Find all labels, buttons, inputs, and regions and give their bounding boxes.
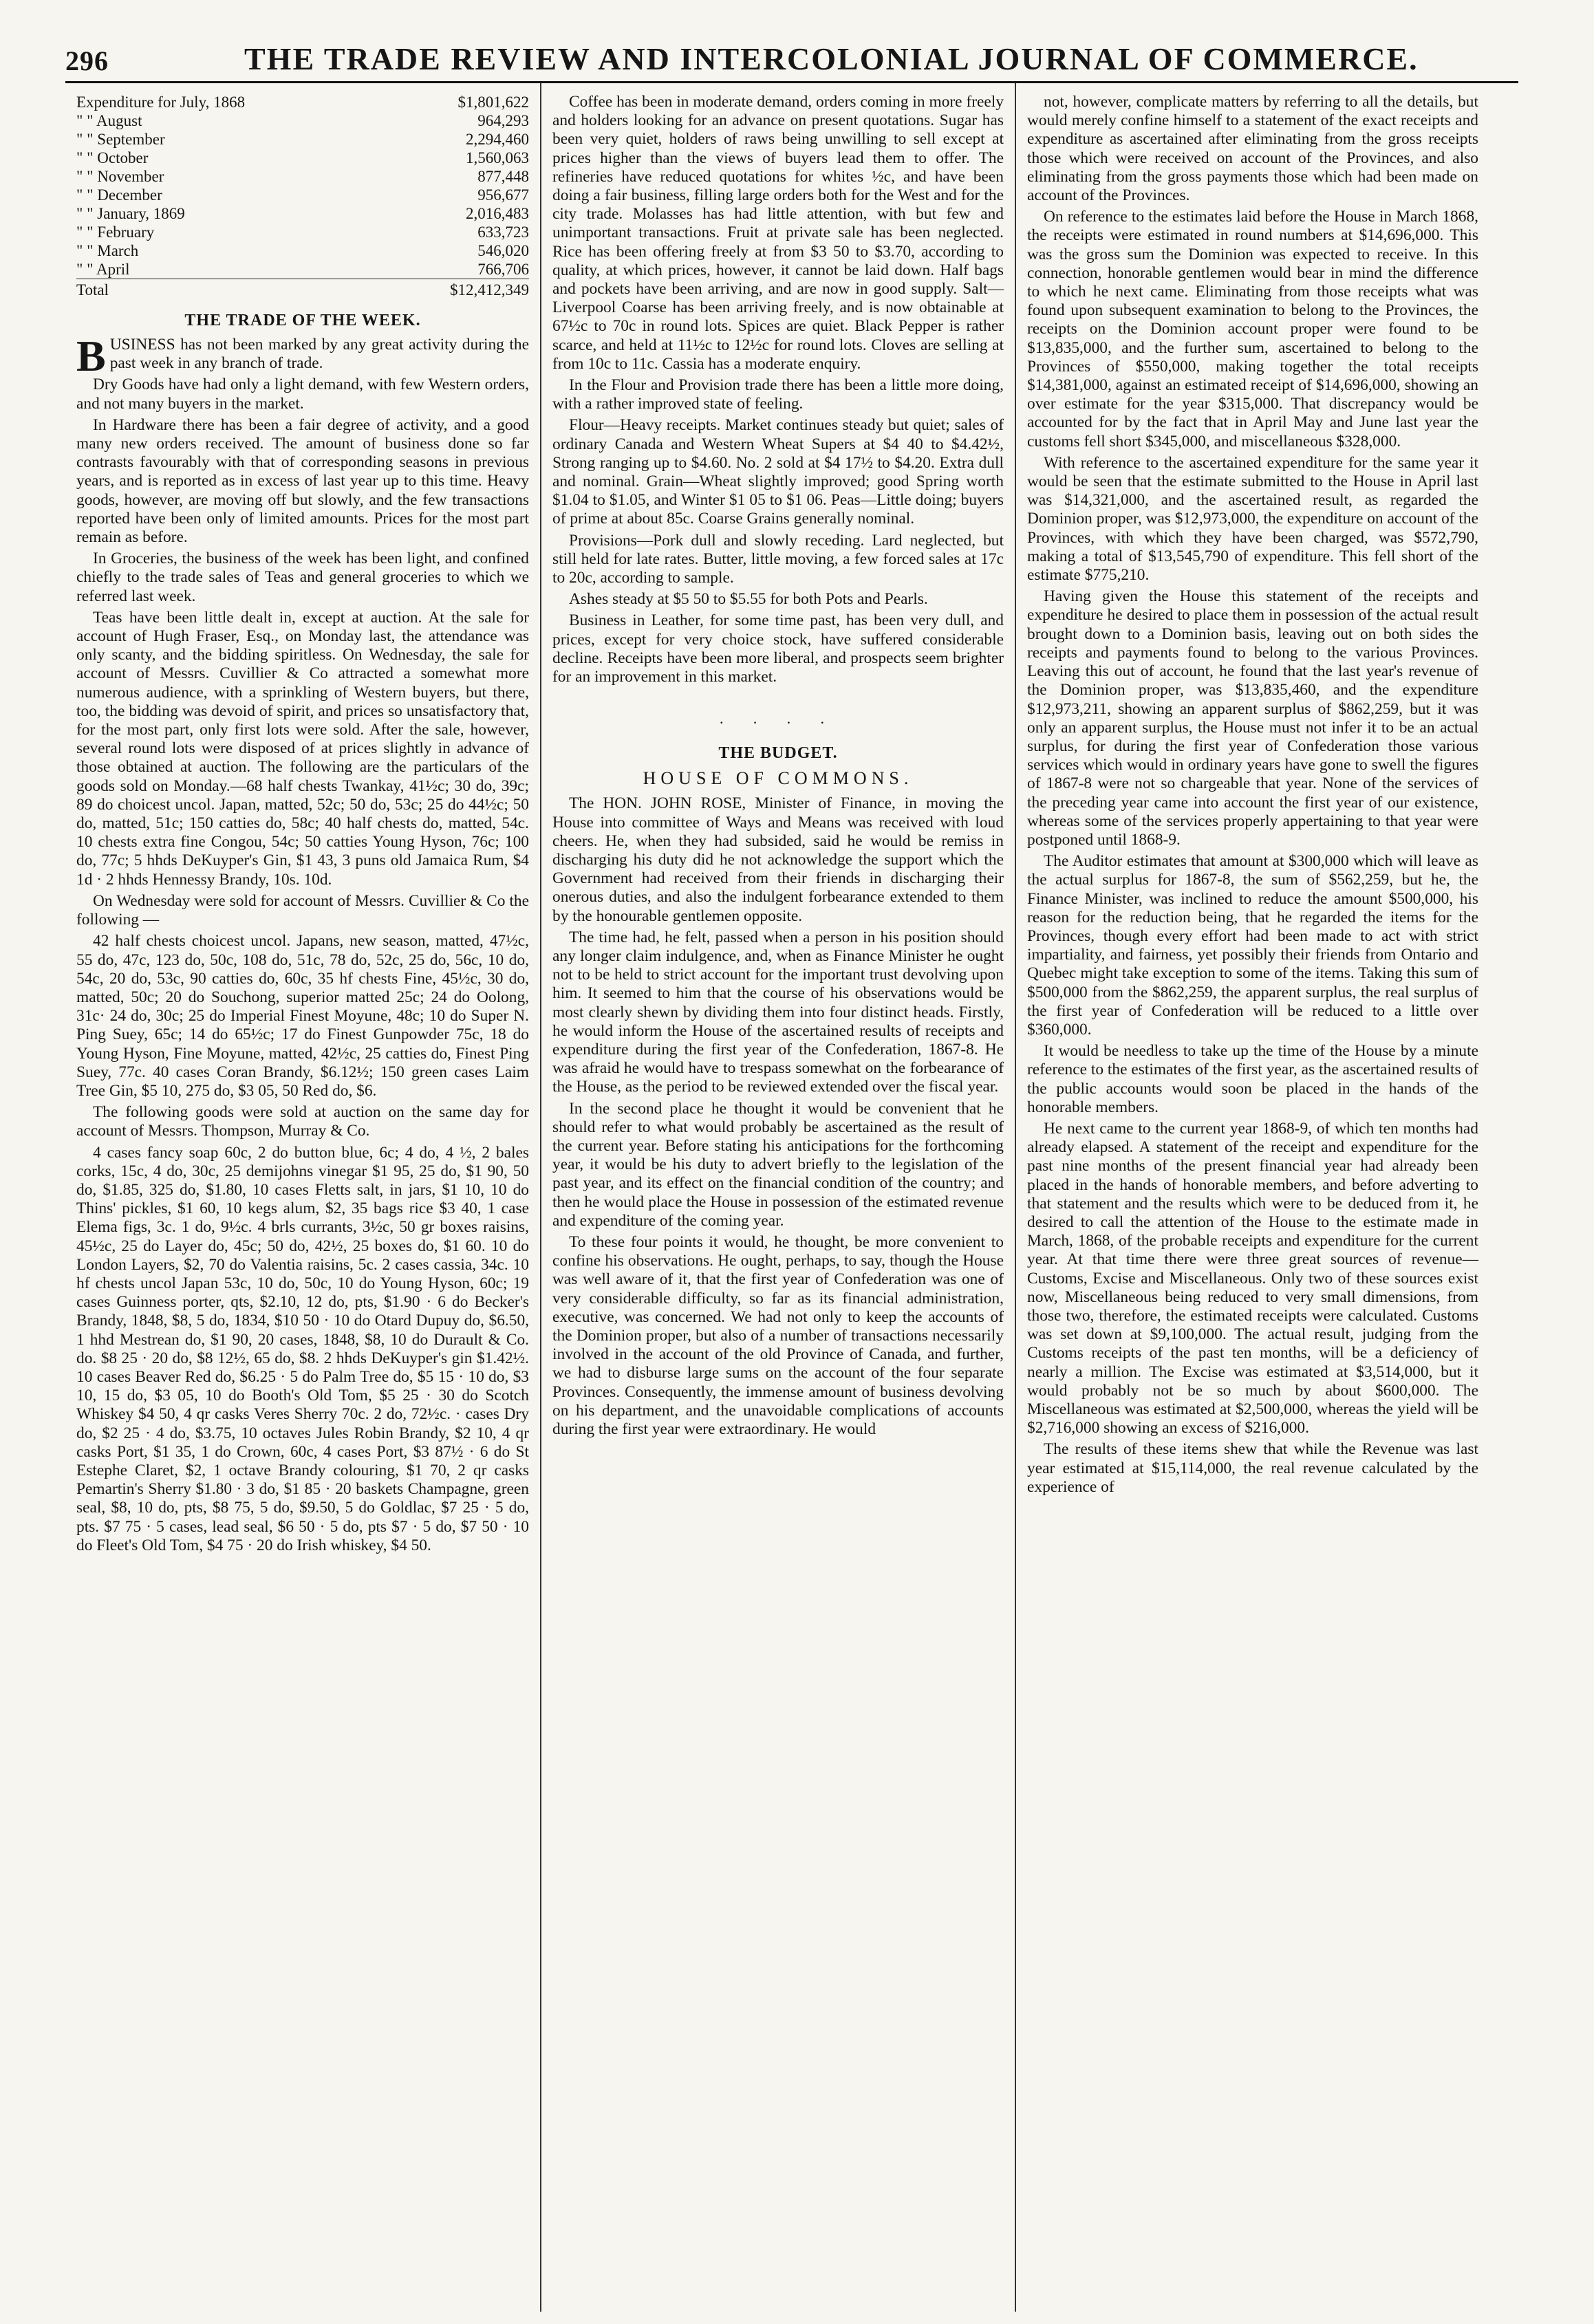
expenditure-row (76, 167, 529, 186)
expenditure-row (76, 204, 529, 223)
article-paragraph: In the Flour and Provision trade there has been a little more doing, with a rather improved state of feeling. (552, 376, 1004, 413)
expenditure-row (76, 260, 529, 279)
expenditure-amount: 2,016,483 (466, 205, 529, 222)
expenditure-row (76, 130, 529, 149)
expenditure-label: " " September (76, 131, 165, 148)
article-paragraph: To these four points it would, he thought, be more convenient to confine his observations. He ought, perhaps, to say, though the House was well aware of it, that the first year of Confederation was one of very considerable difficulty, so far as its financial administration, executive, was concerned. We had not only to keep the accounts of the Dominion proper, but also of a number of transactions necessarily involved in the account of the old Province of Canada, and further, we had to disburse large sums on the account of the four separate Provinces. Consequently, the immense amount of business devolving on his department, and the unavoidable complications of accounts during the first year were extraordinary. He would (552, 1232, 1004, 1438)
expenditure-label: " " January, 1869 (76, 205, 185, 222)
column-three (1015, 83, 1489, 2312)
article-paragraph: He next came to the current year 1868-9, of which ten months had already elapsed. A statement of the receipt and expenditure for the past nine months of the present financial year had already been placed in the hands of honorable members, and before adverting to that statement and the results which were to be deduced from it, he desired to call the attention of the House to the estimate made in March, 1868, of the probable receipts and expenditure for the current year. At that time there were three great sources of revenue—Customs, Excise and Miscellaneous. Only two of these sources exist now, Miscellaneous being reduced to very small dimensions, from those two, therefore, the estimated receipts were calculated. Customs was set down at $9,100,000. The actual result, judging from the Customs receipts of the past ten months, will be a deficiency of nearly a million. The Excise was estimated at $3,514,000, but it would probably not be so much by about $600,000. The Miscellaneous was estimated at $2,500,000, whereas the yield will be $2,716,000 showing an excess of $216,000. (1027, 1119, 1478, 1437)
masthead (65, 0, 1518, 80)
article-paragraph: The following goods were sold at auction on the same day for account of Messrs. Thompson, Murray & Co. (76, 1103, 529, 1140)
expenditure-amount: 2,294,460 (466, 131, 529, 148)
budget-heading: THE BUDGET. (718, 744, 838, 763)
article-paragraph: In the second place he thought it would be convenient that he should refer to what would probably be ascertained as the result of the current year. Before stating his anticipations for the forthcoming year, it would be his duty to advert briefly to the legislation of the past year, and its effect on the financial condition of the country; and then he would place the House in possession of the estimated revenue and expenditure of the coming year. (552, 1099, 1004, 1230)
expenditure-label: " " February (76, 224, 155, 241)
article-paragraph: It would be needless to take up the time of the House by a minute reference to the estimates of the first year, as the ascertained results of the public accounts would soon be placed in the hands of the honorable members. (1027, 1042, 1478, 1116)
page-number: 296 (65, 45, 109, 76)
expenditure-row (76, 223, 529, 241)
expenditure-row (76, 93, 529, 111)
expenditure-label: Expenditure for July, 1868 (76, 94, 246, 111)
expenditure-amount: $1,801,622 (457, 94, 529, 111)
expenditure-label: " " December (76, 186, 162, 204)
trade-heading: THE TRADE OF THE WEEK. (184, 312, 421, 329)
article-paragraph: Dry Goods have had only a light demand, with few Western orders, and not many buyers in the market. (76, 376, 529, 413)
expenditure-label: " " October (76, 149, 149, 166)
article-paragraph: not, however, complicate matters by referring to all the details, but would merely confine himself to a statement of the exact receipts and expenditure as ascertained after eliminating from the gross receipts those which were received on account of the Provinces, and also eliminating from the gross payments those which had been made on account of the Provinces. (1027, 93, 1478, 205)
article-paragraph: On Wednesday were sold for account of Messrs. Cuvillier & Co the following — (76, 891, 529, 929)
trade-paragraphs (76, 376, 529, 1555)
article-paragraph: Teas have been little dealt in, except at auction. At the sale for account of Hugh Fraser, Esq., on Monday last, the attendance was only scanty, and the bidding spiritless. On Wednesday, the sale for account of Messrs. Cuvillier & Co attracted a somewhat more numerous audience, with a sprinkling of Western buyers, but there, too, the bidding was devoid of spirit, and prices so unsatisfactory that, for the most part, only first lots were sold. After the sale, however, several round lots were disposed of at prices slightly in advance of those obtained at auction. The following are the particulars of the goods sold on Monday.—68 half chests Twankay, 41½c; 30 do, 39c; 89 do choicest uncol. Japan, matted, 52c; 50 do, 53c; 25 do 44½c; 50 do, matted, 51c; 150 catties do, 58c; 40 half chests do, matted, 54c. 10 chests extra fine Congou, 54c; 50 catties Young Hyson, 76c; 100 do, 77c; 5 hhds DeKuyper's Gin, $1 43, 3 puns old Jamaica Rum, $4 1d · 2 hhds Hennessy Brandy, 10s. 10d. (76, 608, 529, 889)
journal-title: THE TRADE REVIEW AND INTERCOLONIAL JOURNAL OF COMMERCE. (244, 41, 1419, 76)
article-paragraph: The Auditor estimates that amount at $300,000 which will leave as the actual surplus for 1867-8, the sum of $562,259, but he, the Finance Minister, was inclined to reduce the amount $500,000, his reason for the reduction being, that he regarded the items for the Provinces, though every effort had been made to act with strict impartiality, and fairness, yet possibly their friends from Ontario and Quebec might take exception to some of the items. Taking this sum of $500,000 from the $862,259, the apparent surplus, the real surplus of the first year of Confederation will be reduced to a little over $360,000. (1027, 852, 1478, 1039)
expenditure-amount: 766,706 (477, 261, 529, 278)
expenditure-amount: 1,560,063 (466, 149, 529, 166)
article-paragraph: Coffee has been in moderate demand, orders coming in more freely and holders looking for an advance on present quotations. Sugar has been very quiet, holders of raws being unwilling to sell except at prices higher than the views of buyers lead them to offer. The refineries have reduced quotations for whites ½c, and have been doing a fair business, filling large orders both for the West and for the city trade. Molasses has had little attention, with but few and unimportant transactions. Fruit at private sale has been neglected. Rice has been offering freely at from $3 50 to $3.70, according to quality, at which prices, however, it cannot be laid down. Half bags and pockets have been arriving, and are now in good supply. Salt—Liverpool Coarse has been arriving freely, and is now obtainable at 67½c to 70c in round lots. Spices are quiet. Black Pepper is rather scarce, and held at 11½c to 12½c for round lots. Cloves are selling at from 10c to 11c. Cassia has a moderate enquiry. (552, 93, 1004, 373)
expenditure-row (76, 111, 529, 130)
expenditure-label: " " August (76, 112, 142, 129)
expenditure-label: " " April (76, 261, 130, 278)
expenditure-amount: 633,723 (477, 224, 529, 241)
column-one (65, 83, 540, 2312)
expenditure-row (76, 186, 529, 204)
article-paragraph: Having given the House this statement of the receipts and expenditure he desired to place them in possession of the actual result brought down to a Dominion basis, leaving out on both sides the receipts and payments found to belong to the various Provinces. Leaving this out of account, he found that the last year's revenue of the Dominion proper, was $13,835,460, and the expenditure $12,973,211, showing an apparent surplus of $862,259, but it was only an apparent surplus, the House must not infer it to be an actual surplus, for during the first year of Confederation those various services which would in ordinary years have gone to swell the figures of 1867-8 were not so chargeable that year. None of the services of the preceding year came into account the first year of our existence, whereas some of the services properly appertaining to that year were postponed until 1868-9. (1027, 587, 1478, 849)
article-paragraph: Provisions—Pork dull and slowly receding. Lard neglected, but still held for late rates. Butter, little moving, a few forced sales at 17c to 20c, according to sample. (552, 531, 1004, 587)
budget-subheading: HOUSE OF COMMONS. (643, 768, 914, 789)
article-paragraph: The results of these items shew that while the Revenue was last year estimated at $15,114,000, the real revenue calculated by the experience of (1027, 1440, 1478, 1496)
article-paragraph: 42 half chests choicest uncol. Japans, new season, matted, 47½c, 55 do, 47c, 123 do, 50c, 108 do, 51c, 78 do, 52c, 25 do, 56c, 10 do, 54c, 20 do, 53c, 90 catties do, 60c, 35 hf chests Fine, 45½c, 30 do, matted, 50c; 20 do Souchong, superior matted 25c; 24 do Oolong, 31c· 24 do, 30c; 25 do Imperial Finest Moyune, 48c; 10 do Super N. Ping Suey, 65c; 14 do 65½c; 17 do Finest Gunpowder 75c, 18 do Young Hyson, Fine Moyune, matted, 42½c, 25 catties do, Finest Ping Suey, 77c. 40 cases Coran Brandy, $6.12½; 150 green cases Laim Tree Gin, $5 10, 275 do, $3 05, 50 Red do, $6. (76, 932, 529, 1100)
dropcap: B (76, 332, 106, 380)
columns (65, 83, 1518, 2312)
expenditure-row (76, 149, 529, 167)
article-paragraph: Business in Leather, for some time past, has been very dull, and prices, except for very choice stock, have suffered considerable decline. Receipts have been more liberal, and prospects seem brighter for an improvement in this market. (552, 611, 1004, 686)
article-paragraph: With reference to the ascertained expenditure for the same year it would be seen that the estimate submitted to the House in April last was $14,321,000, and the ascertained result, as regarded the Dominion proper, was $12,973,000, the expenditure on account of the Provinces, with which they have been charged, was $572,790, making a total of $13,545,790 of expenditure. This fell short of the estimate $775,210. (1027, 453, 1478, 585)
article-paragraph: Flour—Heavy receipts. Market continues steady but quiet; sales of ordinary Canada and Western Wheat Supers at $4 40 to $4.42½, Strong ranging up to $4.60. No. 2 sold at $4 17½ to $4.20. Extra dull and nominal. Grain—Wheat slightly improved; good Spring worth $1.04 to $1.05, and Winter $1 05 to $1 06. Peas—Little doing; buyers of prime at about 85c. Coarse Grains generally nominal. (552, 416, 1004, 528)
expenditure-table (76, 93, 529, 299)
article-paragraph: The HON. JOHN ROSE, Minister of Finance, in moving the House into committee of Ways and Means was received with loud cheers. He, when they had subsided, said he would be remiss in discharging his duty did he not acknowledge the support which the Government had received from their friends in discharging their onerous duties, and also the indulgent forbearance extended to them by the honourable gentlemen opposite. (552, 794, 1004, 925)
article-paragraph: Ashes steady at $5 50 to $5.55 for both Pots and Pearls. (569, 590, 928, 609)
expenditure-label: " " March (76, 242, 139, 259)
budget-paragraphs (552, 794, 1004, 1439)
market-paragraphs (552, 93, 1004, 686)
article-paragraph: The time had, he felt, passed when a person in his position should any longer claim indulgence, and, when as Finance Minister he ought not to be held to strict account for the important trust devolving upon him. It seemed to him that the course of his observations would be most clearly shewn by dividing them into four distinct heads. Firstly, he would inform the House of the ascertained results of receipts and expenditure during the first year of the Confederation, 1867-8. He was afraid he would have to trespass somewhat on the forbearance of the House, as the period to be reviewed extended over the fiscal year. (552, 928, 1004, 1096)
expenditure-row (76, 241, 529, 260)
expenditure-amount: 877,448 (477, 168, 529, 185)
expenditure-total-row (76, 279, 529, 300)
column-two (540, 83, 1015, 2312)
expenditure-label: " " November (76, 168, 164, 185)
expenditure-amount: 956,677 (477, 186, 529, 204)
article-paragraph: In Groceries, the business of the week has been light, and confined chiefly to the trade sales of Teas and general groceries to which we referred last week. (76, 550, 529, 605)
trade-lead-text: USINESS has not been marked by any great activity during the past week in any branch of trade. (109, 336, 529, 373)
expenditure-amount: 964,293 (477, 112, 529, 129)
article-paragraph: 4 cases fancy soap 60c, 2 do button blue, 6c; 4 do, 4 ½, 2 bales corks, 15c, 4 do, 30c, 25 demijohns vinegar $1 95, 25 do, $1 90, 50 do, $1.85, 325 do, $1.80, 10 cases Fletts salt, in jars, $1 10, 10 do Thins' pickles, $1 60, 10 kegs alum, $2, 35 bags rice $3 40, 1 case Elema figs, 3c. 1 do, 9½c. 4 brls currants, 3½c, 50 gr boxes raisins, 45½c, 25 do Layer do, 45c; 50 do, 42½, 25 boxes do, $1 60. 10 do London Layers, $2, 70 do Valentia raisins, 5c. 2 cases cassia, 34c. 10 hf chests uncol Japan 53c, 10 do, 50c, 10 do Young Hyson, 60c; 19 cases Guinness porter, qts, $2.10, 12 do, pts, $1.90 · 6 do Becker's Brandy, 1848, $8, 5 do, 1834, $10 50 · 10 do Otard Dupuy do, $6.50, 1 hhd Mestrean do, $1 90, 20 cases, 1848, $8, 10 do Durault & Co. do. $8 25 · 20 do, $8 12½, 65 do, $8. 2 hhds DeKuyper's gin $1.42½. 10 cases Beaver Red do, $6.25 · 5 do Palm Tree do, $5 15 · 10 do, $3 10, 15 do, $3 05, 10 do Booth's Old Tom, $5 25 · 30 do Scotch Whiskey $4 50, 4 qr casks Veres Sherry 70c. 2 do, 72½c. · cases Dry do, $2 25 · 4 do, $3.75, 10 octaves Jules Robin Brandy, $2 10, 4 qr casks Port, $1 35, 1 do Crown, 60c, 4 cases Port, $3 87½ · 6 do St Estephe Claret, $2, 1 octave Brandy colouring, $1 70, 2 qr casks Pemartin's Sherry $1.80 · 3 do, $1 85 · 20 baskets Champagne, green seal, $8, 10 do, pts, $8 75, 5 do, $9.50, 5 do Goldlac, $7 25 · 5 do, pts. $7 75 · 5 cases, lead seal, $6 50 · 5 do, pts $7 · 5 do, $7 50 · 10 do Fleet's Old Tom, $4 75 · 20 do Irish whiskey, $4 50. (76, 1143, 529, 1554)
expenditure-total-amount: $12,412,349 (385, 279, 529, 300)
section-separator: · · · · (719, 714, 837, 732)
article-paragraph: On reference to the estimates laid before the House in March 1868, the receipts were estimated in round numbers at $14,696,000. This was the gross sum the Dominion was expected to receive. In this connection, honorable gentlemen would bear in mind the difference to which he next came. Eliminating from those receipts what was found upon subsequent examination to belong to the Provinces, the receipts on the Dominion account proper were found to be $13,835,000, and the further sum, ascertained to belong to the Provinces of $550,000, making together the total receipts $14,381,000, against an estimated receipt of $14,696,000, showing an over estimate for the year $315,000. That discrepancy would be accounted for by the fact that in April May and June last year the customs fell short $345,000, and miscellaneous $328,000. (1027, 208, 1478, 450)
budget-continued-paragraphs (1027, 93, 1478, 1497)
expenditure-total-label: Total (76, 279, 385, 300)
trade-lead-paragraph (76, 332, 529, 380)
article-paragraph: In Hardware there has been a fair degree of activity, and a good many new orders received. The amount of business done so far contrasts favourably with that of corresponding seasons in previous years, and is reported as in excess of last year up to this time. Heavy goods, however, are moving off but slowly, and the few transactions reported have been only of limited amounts. Prices for the most part remain as before. (76, 415, 529, 547)
expenditure-amount: 546,020 (477, 242, 529, 259)
